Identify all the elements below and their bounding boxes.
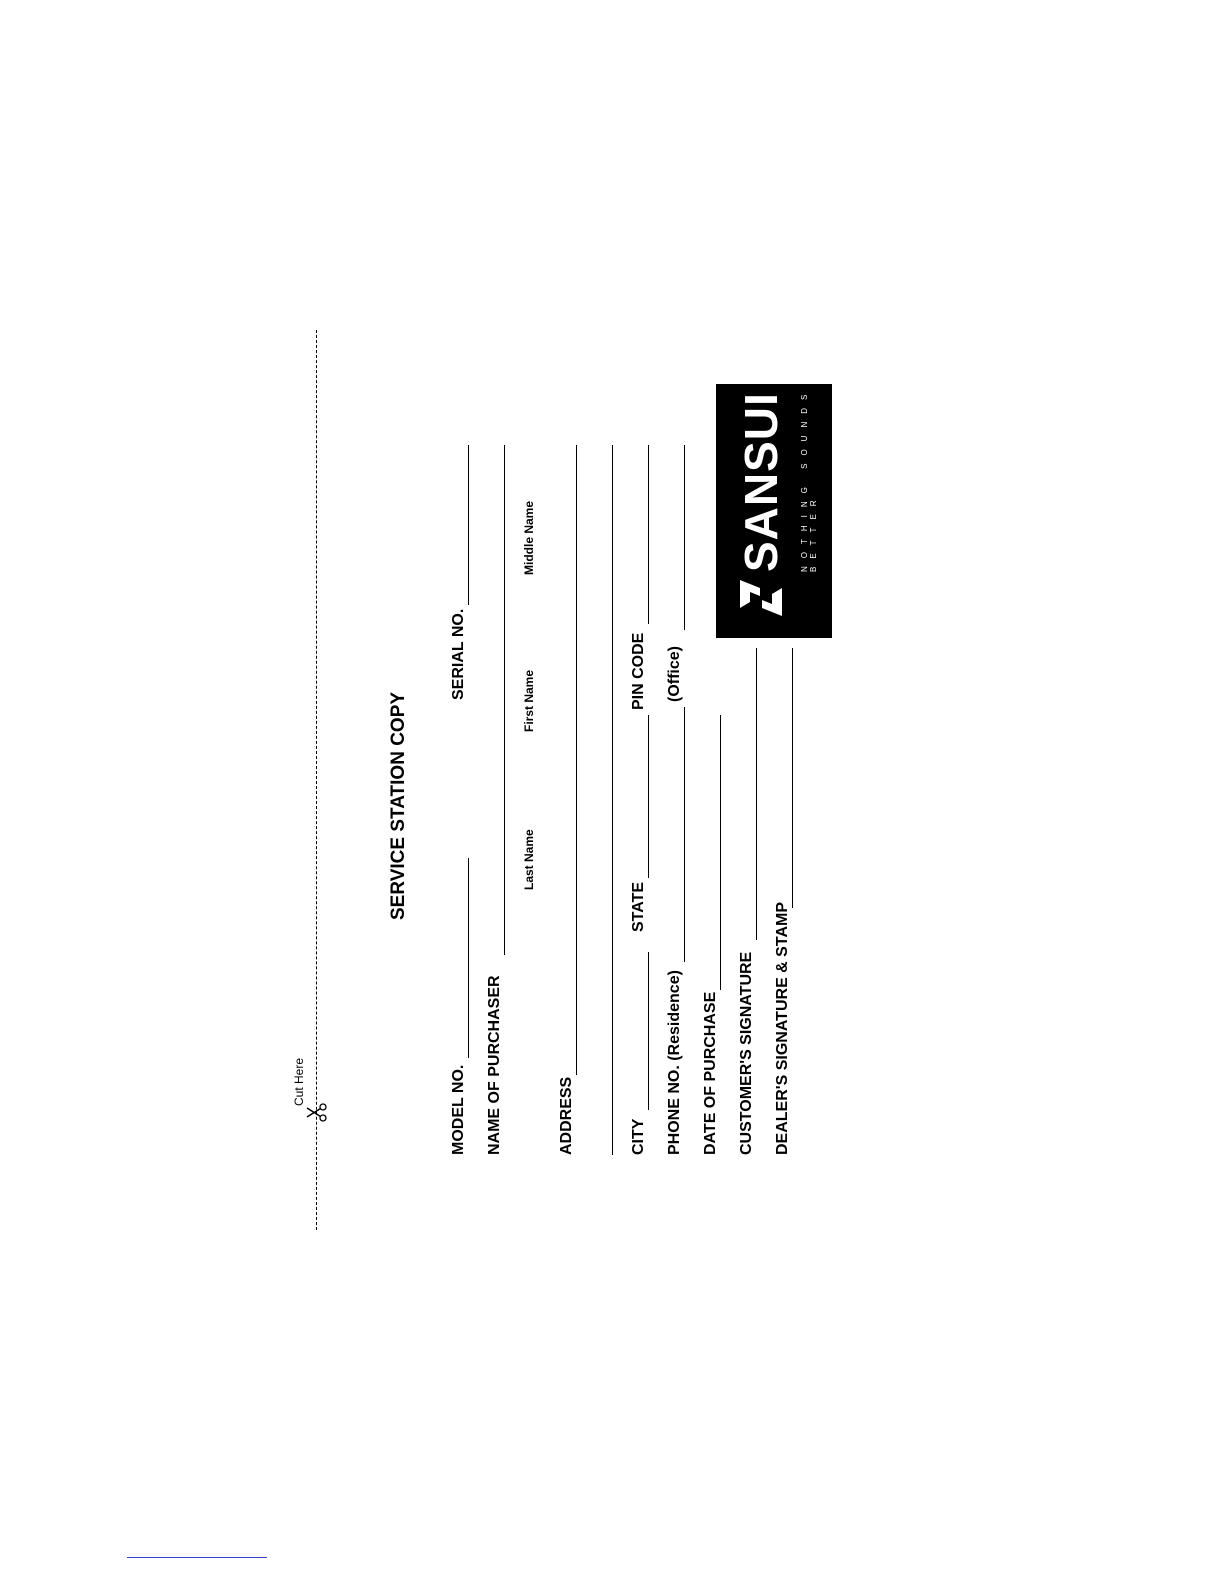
scissors-icon: [306, 1102, 328, 1122]
office-label: (Office): [666, 646, 683, 702]
model-no-label: MODEL NO.: [450, 1064, 467, 1155]
logo-tagline: NOTHING SOUNDS BETTER: [800, 386, 818, 572]
dealer-signature-line[interactable]: [792, 648, 793, 908]
city-line[interactable]: [648, 952, 649, 1110]
address-line-1[interactable]: [576, 445, 577, 1075]
phone-residence-line[interactable]: [684, 707, 685, 962]
city-label: CITY: [630, 1118, 647, 1155]
sansui-logo: [716, 384, 832, 638]
service-station-copy-form: [292, 330, 860, 1230]
cut-here-label: Cut Here: [292, 1057, 306, 1106]
model-no-line[interactable]: [468, 858, 469, 1058]
cut-line: [316, 330, 317, 1230]
pin-code-line[interactable]: [648, 445, 649, 624]
last-name-label: Last Name: [522, 829, 536, 890]
serial-no-line[interactable]: [468, 445, 469, 605]
pin-code-label: PIN CODE: [630, 632, 647, 710]
sansui-mark-icon: [738, 578, 784, 618]
first-name-label: First Name: [522, 669, 536, 732]
customer-signature-line[interactable]: [756, 648, 757, 940]
phone-office-line[interactable]: [684, 445, 685, 630]
phone-residence-label: PHONE NO. (Residence): [666, 970, 683, 1155]
address-line-2[interactable]: [612, 445, 613, 1155]
logo-brand-text: SANSUI: [735, 392, 787, 572]
form-title: SERVICE STATION COPY: [388, 691, 409, 920]
name-of-purchaser-line[interactable]: [504, 445, 505, 955]
middle-name-label: Middle Name: [522, 500, 536, 575]
footer-rule: [127, 1557, 267, 1558]
serial-no-label: SERIAL NO.: [450, 608, 467, 700]
state-label: STATE: [630, 881, 647, 932]
address-label: ADDRESS: [558, 1076, 575, 1155]
dealer-signature-label: DEALER'S SIGNATURE & STAMP: [774, 902, 791, 1155]
date-of-purchase-label: DATE OF PURCHASE: [702, 991, 719, 1155]
date-of-purchase-line[interactable]: [720, 715, 721, 990]
name-of-purchaser-label: NAME OF PURCHASER: [486, 975, 503, 1155]
customer-signature-label: CUSTOMER'S SIGNATURE: [738, 951, 755, 1155]
state-line[interactable]: [648, 715, 649, 878]
